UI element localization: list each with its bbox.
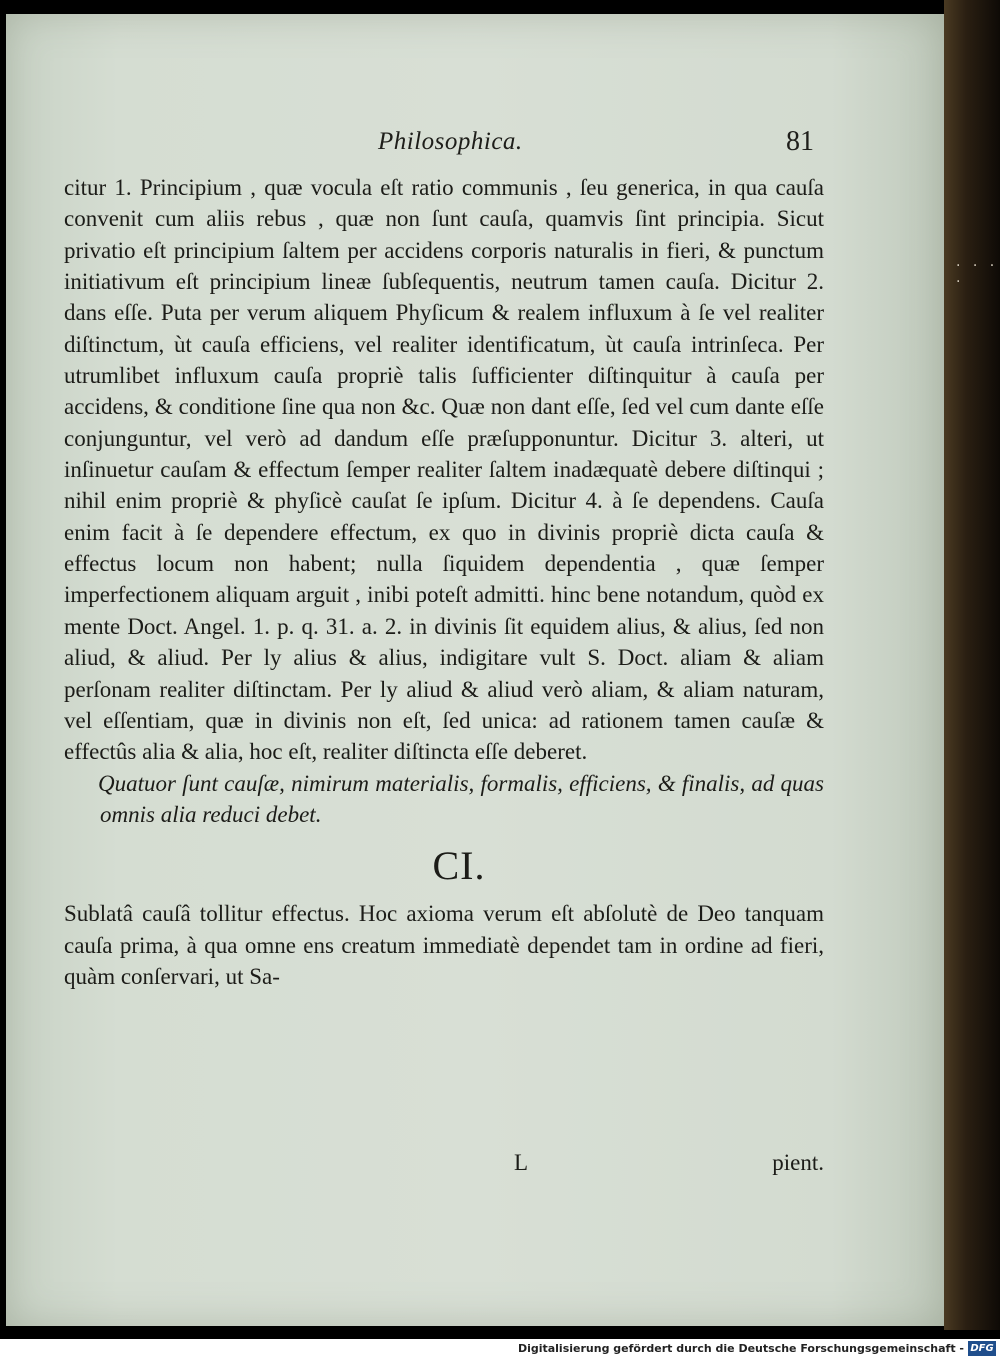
book-page [6, 14, 944, 1326]
funding-bar [0, 1339, 1000, 1359]
section-heading: CI. [432, 843, 486, 889]
page-body [64, 172, 824, 992]
section-paragraph: Sublatâ cauſâ tollitur effectus. Hoc axioma verum eſt abſolutè de Deo tanquam cauſa prima, à qua omne ens creatum immediatè dependet tam in ordine ad fieri, quàm conſervari, ut Sa- [64, 901, 824, 989]
page-number: 81 [786, 126, 814, 157]
dfg-logo: DFG [968, 1341, 996, 1356]
funding-note: Digitalisierung gefördert durch die Deutsche Forschungsgemeinschaft - [517, 1342, 964, 1355]
book-edge [944, 0, 1000, 1330]
running-title: Philosophica. [378, 128, 523, 155]
thesis-statement: Quatuor ſunt cauſæ, nimirum materialis, formalis, efficiens, & finalis, ad quas omnis alia reduci debet. [98, 770, 824, 827]
body-paragraph: citur 1. Principium , quæ vocula eſt ratio communis , ſeu generica, in qua cauſa convenit cum aliis rebus , quæ non ſunt cauſa, quamvis ſint principia. Sicut privatio eſt principium ſaltem per accidens corporis naturalis in fieri, & punctum initiativum eſt principium lineæ ſubſequentis, neutrum tamen cauſa. Dicitur 2. dans eſſe. Puta per verum aliquem Phyſicum & realem influxum à ſe vel realiter diſtinctum, ùt cauſa efficiens, vel realiter identificatum, ùt cauſa intrinſeca. Per utrumlibet influxum cauſa propriè talis ſufficienter diſtinquitur à cauſa per accidens, & conditione ſine qua non &c. Quæ non dant eſſe, ſed vel cum dante eſſe conjunguntur, vel verò ad dandum eſſe præſupponuntur. Dicitur 3. alteri, ut inſinuetur cauſam & effectum ſemper realiter ſaltem inadæquatè debere diſtinqui ; nihil enim propriè & phyſicè cauſat ſe ipſum. Dicitur 4. à ſe dependens. Cauſa enim facit à ſe dependere effectum, ex quo in divinis propriè dicta cauſa & effectus locum non habent; nulla ſiquidem dependentia , quæ ſemper imperfectionem aliquam arguit , inibi poteſt admitti. hinc bene notandum, quòd ex mente Doct. Angel. 1. p. q. 31. a. 2. in divinis ſit equidem alius, & alius, ſed non aliud, & aliud. Per ly alius & alius, indigitare vult S. Doct. aliam & aliam perſonam realiter diſtinctam. Per ly aliud & aliud verò aliam, & aliam naturam, vel eſſentiam, quæ in divinis non eſt, ſed unica: ad rationem tamen cauſæ & effectûs alia & alia, hoc eſt, realiter diſtincta eſſe deberet. [64, 175, 824, 765]
signature-mark: L [514, 1150, 529, 1175]
catchword: pient. [772, 1150, 824, 1175]
margin-marks: · · · · [956, 258, 999, 290]
page-header [6, 122, 944, 162]
page-footer [64, 1150, 824, 1182]
